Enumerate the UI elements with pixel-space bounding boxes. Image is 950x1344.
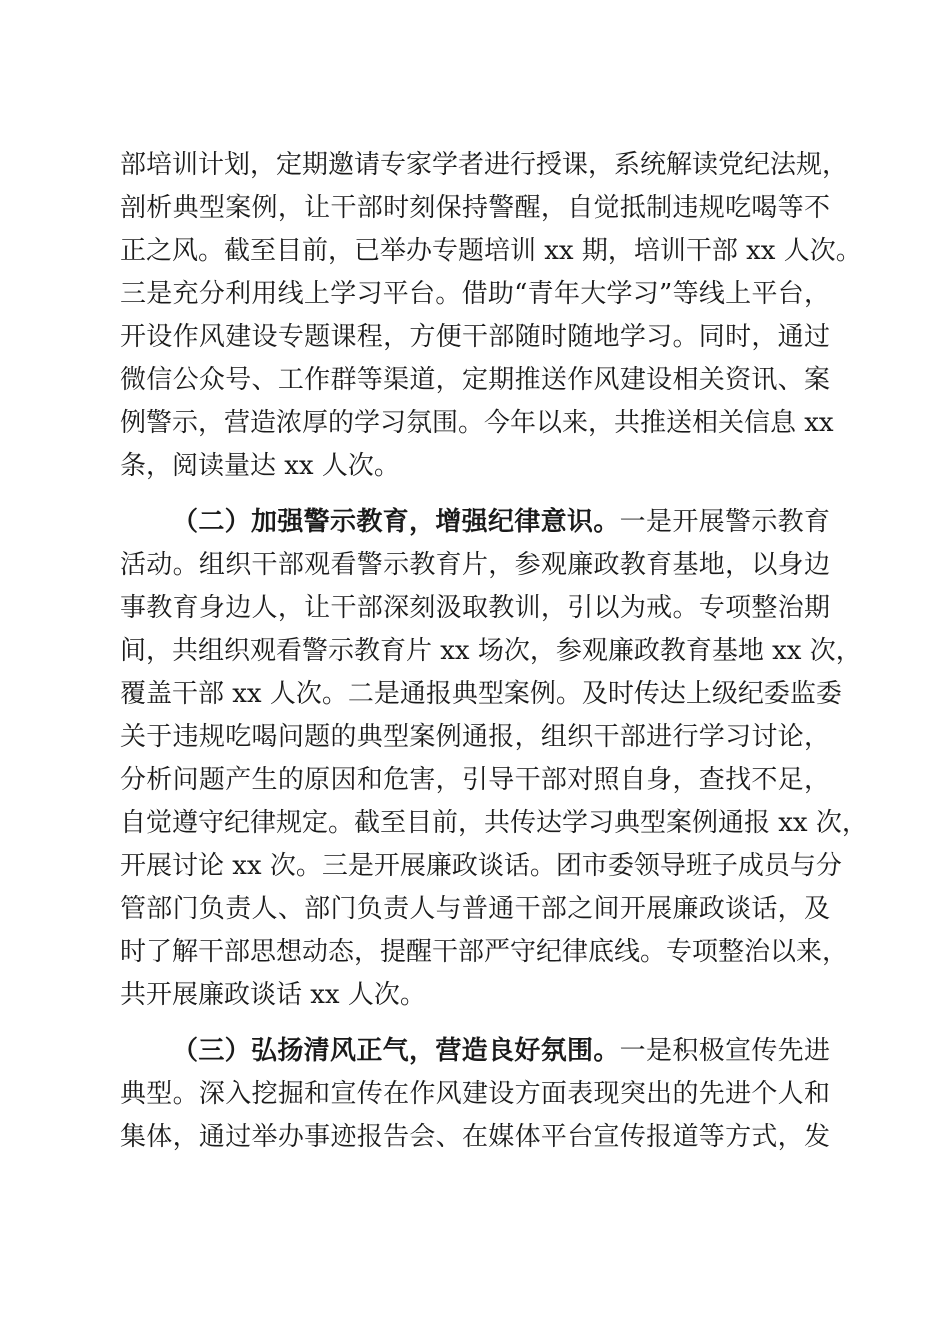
paragraph-line: 分析问题产生的原因和危害，引导干部对照自身，查找不足， [120, 765, 830, 795]
section-heading: （二）加强警示教育，增强纪律意识。 [172, 507, 620, 537]
heading-continuation: 一是积极宣传先进 [619, 1036, 830, 1066]
paragraph-line: 部培训计划，定期邀请专家学者进行授课，系统解读党纪法规， [120, 150, 849, 180]
paragraph-line: 微信公众号、工作群等渠道，定期推送作风建设相关资讯、案 [120, 365, 830, 395]
paragraph-line: 自觉遵守纪律规定。截至目前，共传达学习典型案例通报 xx 次， [120, 808, 868, 838]
paragraph-line: 间，共组织观看警示教育片 xx 场次，参观廉政教育基地 xx 次， [120, 636, 862, 666]
paragraph-line: 事教育身边人，让干部深刻汲取教训，引以为戒。专项整治期 [120, 593, 830, 623]
section-heading-line [172, 1034, 830, 1068]
paragraph-line: 管部门负责人、部门负责人与普通干部之间开展廉政谈话，及 [120, 894, 830, 924]
paragraph-line: 活动。组织干部观看警示教育片，参观廉政教育基地，以身边 [120, 550, 830, 580]
paragraph-line: 集体，通过举办事迹报告会、在媒体平台宣传报道等方式，发 [120, 1122, 830, 1152]
section-heading: （三）弘扬清风正气，营造良好氛围。 [172, 1036, 620, 1066]
paragraph-line: 正之风。截至目前，已举办专题培训 xx 期，培训干部 xx 人次。 [120, 236, 862, 266]
paragraph-line: 关于违规吃喝问题的典型案例通报，组织干部进行学习讨论， [120, 722, 830, 752]
paragraph-line: 剖析典型案例，让干部时刻保持警醒，自觉抵制违规吃喝等不 [120, 193, 830, 223]
paragraph-line: 条，阅读量达 xx 人次。 [120, 451, 400, 481]
paragraph-line: 共开展廉政谈话 xx 人次。 [120, 980, 426, 1010]
paragraph-line: 开展讨论 xx 次。三是开展廉政谈话。团市委领导班子成员与分 [120, 851, 842, 881]
paragraph-line: 时了解干部思想动态，提醒干部严守纪律底线。专项整治以来， [120, 937, 849, 967]
heading-continuation: 一是开展警示教育 [619, 507, 830, 537]
paragraph-line: 覆盖干部 xx 人次。二是通报典型案例。及时传达上级纪委监委 [120, 679, 842, 709]
section-heading-line [172, 505, 830, 539]
paragraph-line: 典型。深入挖掘和宣传在作风建设方面表现突出的先进个人和 [120, 1079, 830, 1109]
paragraph-line: 三是充分利用线上学习平台。借助“青年大学习”等线上平台， [120, 279, 830, 309]
paragraph-line: 例警示，营造浓厚的学习氛围。今年以来，共推送相关信息 xx [120, 408, 834, 438]
paragraph-line: 开设作风建设专题课程，方便干部随时随地学习。同时，通过 [120, 322, 830, 352]
